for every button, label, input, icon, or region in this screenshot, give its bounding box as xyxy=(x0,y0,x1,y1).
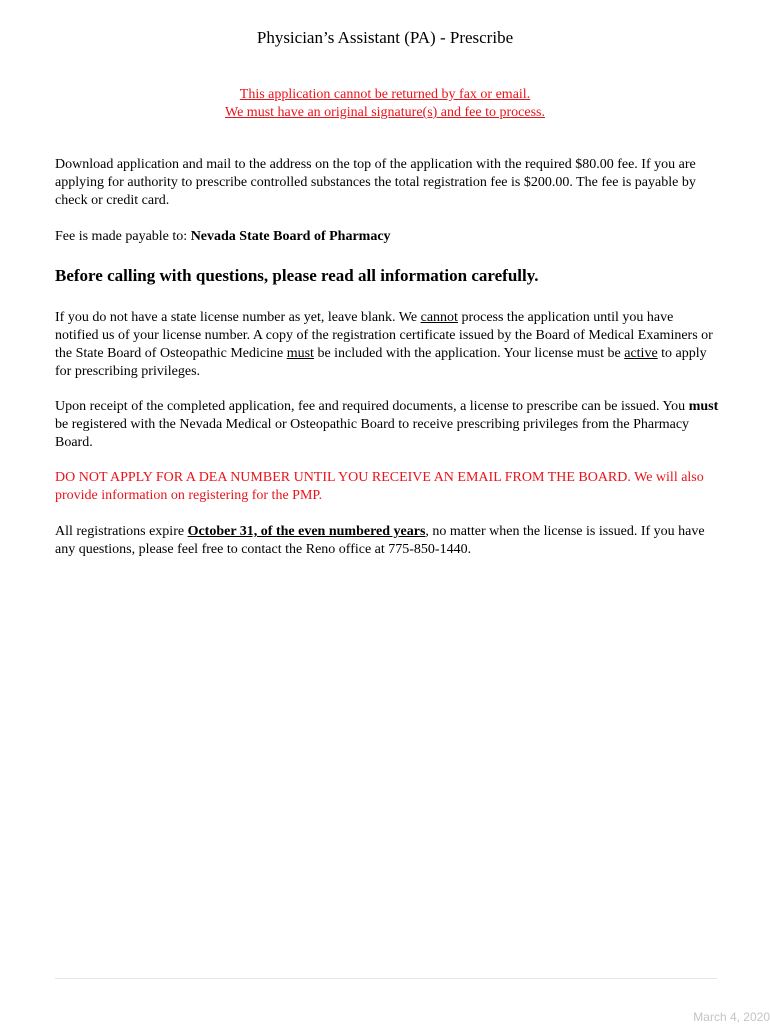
expiration-date: October 31, of the even numbered years xyxy=(187,524,426,539)
fee-label: Fee is made payable to: xyxy=(55,229,188,244)
notice-line-2: We must have an original signature(s) and fee to process. xyxy=(225,105,545,120)
license-text-3: be included with the application. Your license must be xyxy=(313,346,625,361)
emphasis-cannot: cannot xyxy=(420,310,458,325)
license-text-2: process the application until you have notified us of your license number. A copy of the registration certificate issued by the Board of Medical Examiners or the State Board of Osteopathic Medicine xyxy=(55,310,713,361)
page-title: Physician’s Assistant (PA) - Prescribe xyxy=(256,28,514,47)
receipt-paragraph xyxy=(55,398,720,452)
fee-payee: Nevada State Board of Pharmacy xyxy=(190,229,391,244)
expire-text-2: , no matter when the license is issued. If you have any questions, please feel free to contact the Reno office at 775-850-1440. xyxy=(55,524,705,557)
expiration-paragraph xyxy=(55,523,720,559)
notice-line-1: This application cannot be returned by fax or email. xyxy=(239,87,531,102)
emphasis-must: must xyxy=(286,346,314,361)
download-paragraph: Download application and mail to the address on the top of the application with the required $80.00 fee. If you are applying for authority to prescribe controlled substances the total registration fee is $200.00. The fee is payable by check or credit card. xyxy=(55,157,696,208)
license-paragraph xyxy=(55,309,720,381)
license-text-4: to apply for prescribing privileges. xyxy=(55,346,707,379)
emphasis-must-bold: must xyxy=(688,399,719,414)
footer-date: March 4, 2020 xyxy=(693,1010,770,1024)
expire-text-1: All registrations expire xyxy=(55,524,188,539)
section-heading: Before calling with questions, please read all information carefully. xyxy=(55,266,539,285)
dea-warning: DO NOT APPLY FOR A DEA NUMBER UNTIL YOU RECEIVE AN EMAIL FROM THE BOARD. We will also provide information on registering for the PMP. xyxy=(55,470,704,503)
emphasis-active: active xyxy=(624,346,658,361)
receipt-text-1: Upon receipt of the completed application, fee and required documents, a license to prescribe can be issued. You xyxy=(55,399,689,414)
receipt-text-2: be registered with the Nevada Medical or Osteopathic Board to receive prescribing privileges from the Pharmacy Board. xyxy=(55,417,690,450)
fax-email-notice xyxy=(0,86,770,122)
footer-divider xyxy=(55,978,717,979)
license-text-1: If you do not have a state license number as yet, leave blank. We xyxy=(55,310,421,325)
fee-payable-line xyxy=(55,228,720,246)
